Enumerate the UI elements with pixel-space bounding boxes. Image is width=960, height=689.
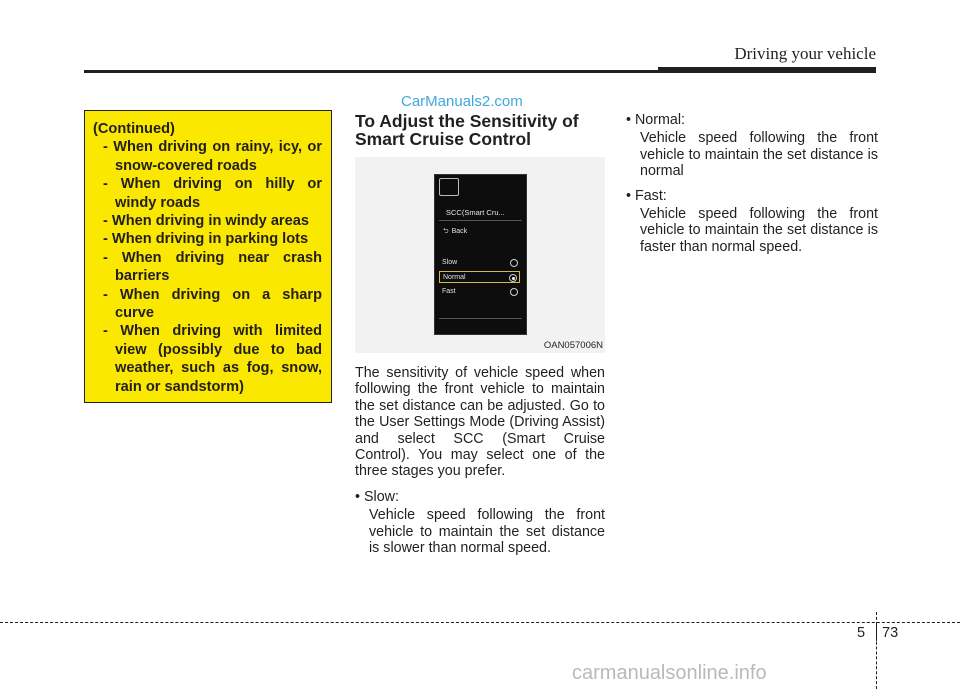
option-label: Slow (442, 259, 458, 266)
slow-description: Vehicle speed following the front vehicle to maintain the set distance is slower than normal speed. (369, 507, 605, 557)
note-item: - When driving in parking lots (103, 231, 309, 248)
normal-description: Vehicle speed following the front vehicle to maintain the set distance is normal (640, 130, 878, 180)
option-label: Normal (443, 274, 466, 281)
radio-icon (510, 288, 518, 296)
scc-settings-figure (355, 157, 605, 353)
caution-continued-box (84, 110, 332, 403)
back-label: Back (451, 228, 468, 235)
radio-selected-icon (509, 274, 517, 282)
bullet-fast-label: Fast: (634, 187, 667, 204)
bullet-normal-label: Normal: (634, 112, 686, 128)
screen-divider (439, 220, 522, 221)
note-item: - When driving in windy areas (103, 213, 309, 230)
note-item: - When driving on rainy, icy, or snow-covered roads (103, 139, 322, 174)
cluster-display-screen (434, 174, 527, 335)
header-rule-thick (658, 67, 876, 73)
note-item: - When driving on hilly or windy roads (103, 176, 322, 211)
bullet-dot: • (355, 488, 364, 505)
option-normal (439, 271, 520, 283)
radio-icon (510, 259, 518, 267)
chapter-number: 5 (857, 625, 866, 641)
watermark-bottom: carmanualsonline.info (572, 662, 767, 684)
option-slow (439, 257, 520, 269)
back-arrow-icon: ⮌ (443, 228, 449, 235)
middle-column-text (355, 365, 605, 556)
bullet-normal (626, 112, 878, 128)
right-column-text (626, 112, 878, 263)
footer-dashed-rule (0, 622, 960, 623)
fast-description: Vehicle speed following the front vehicle to maintain the set distance is faster than normal speed. (640, 206, 878, 255)
note-heading: (Continued) (93, 121, 175, 137)
note-item: - When driving with limited view (possibly due to bad weather, such as fog, snow, rain or sandstorm) (103, 323, 322, 395)
bullet-fast (626, 188, 878, 204)
screen-divider (439, 318, 522, 319)
bullet-dot: • (626, 187, 635, 204)
page-number-separator (876, 623, 877, 641)
option-fast (439, 286, 520, 298)
section-title: To Adjust the Sensitivity of Smart Cruise Control (355, 111, 579, 149)
intro-paragraph: The sensitivity of vehicle speed when following the front vehicle to maintain the set distance can be adjusted. Go to the User Settings Mode (Driving Assist) and select SCC (Smart Cruise Control). You may select one of the three stages you prefer. (355, 365, 605, 480)
bullet-dot: • (626, 112, 635, 128)
page-header-title: Driving your vehicle (734, 44, 876, 63)
header-rule-thin (84, 70, 660, 73)
screen-back-item (443, 227, 467, 238)
note-item: - When driving on a sharp curve (103, 286, 322, 322)
note-item: - When driving near crash barriers (103, 249, 322, 285)
bullet-slow (355, 489, 605, 505)
screen-menu-title: SCC(Smart Cru... (446, 208, 505, 217)
menu-thumbnail-icon (439, 178, 459, 196)
page-number: 73 (882, 625, 899, 641)
figure-code: OAN057006N (543, 340, 603, 351)
watermark-top: CarManuals2.com (401, 93, 523, 110)
option-label: Fast (442, 288, 456, 295)
bullet-slow-label: Slow: (363, 488, 399, 505)
